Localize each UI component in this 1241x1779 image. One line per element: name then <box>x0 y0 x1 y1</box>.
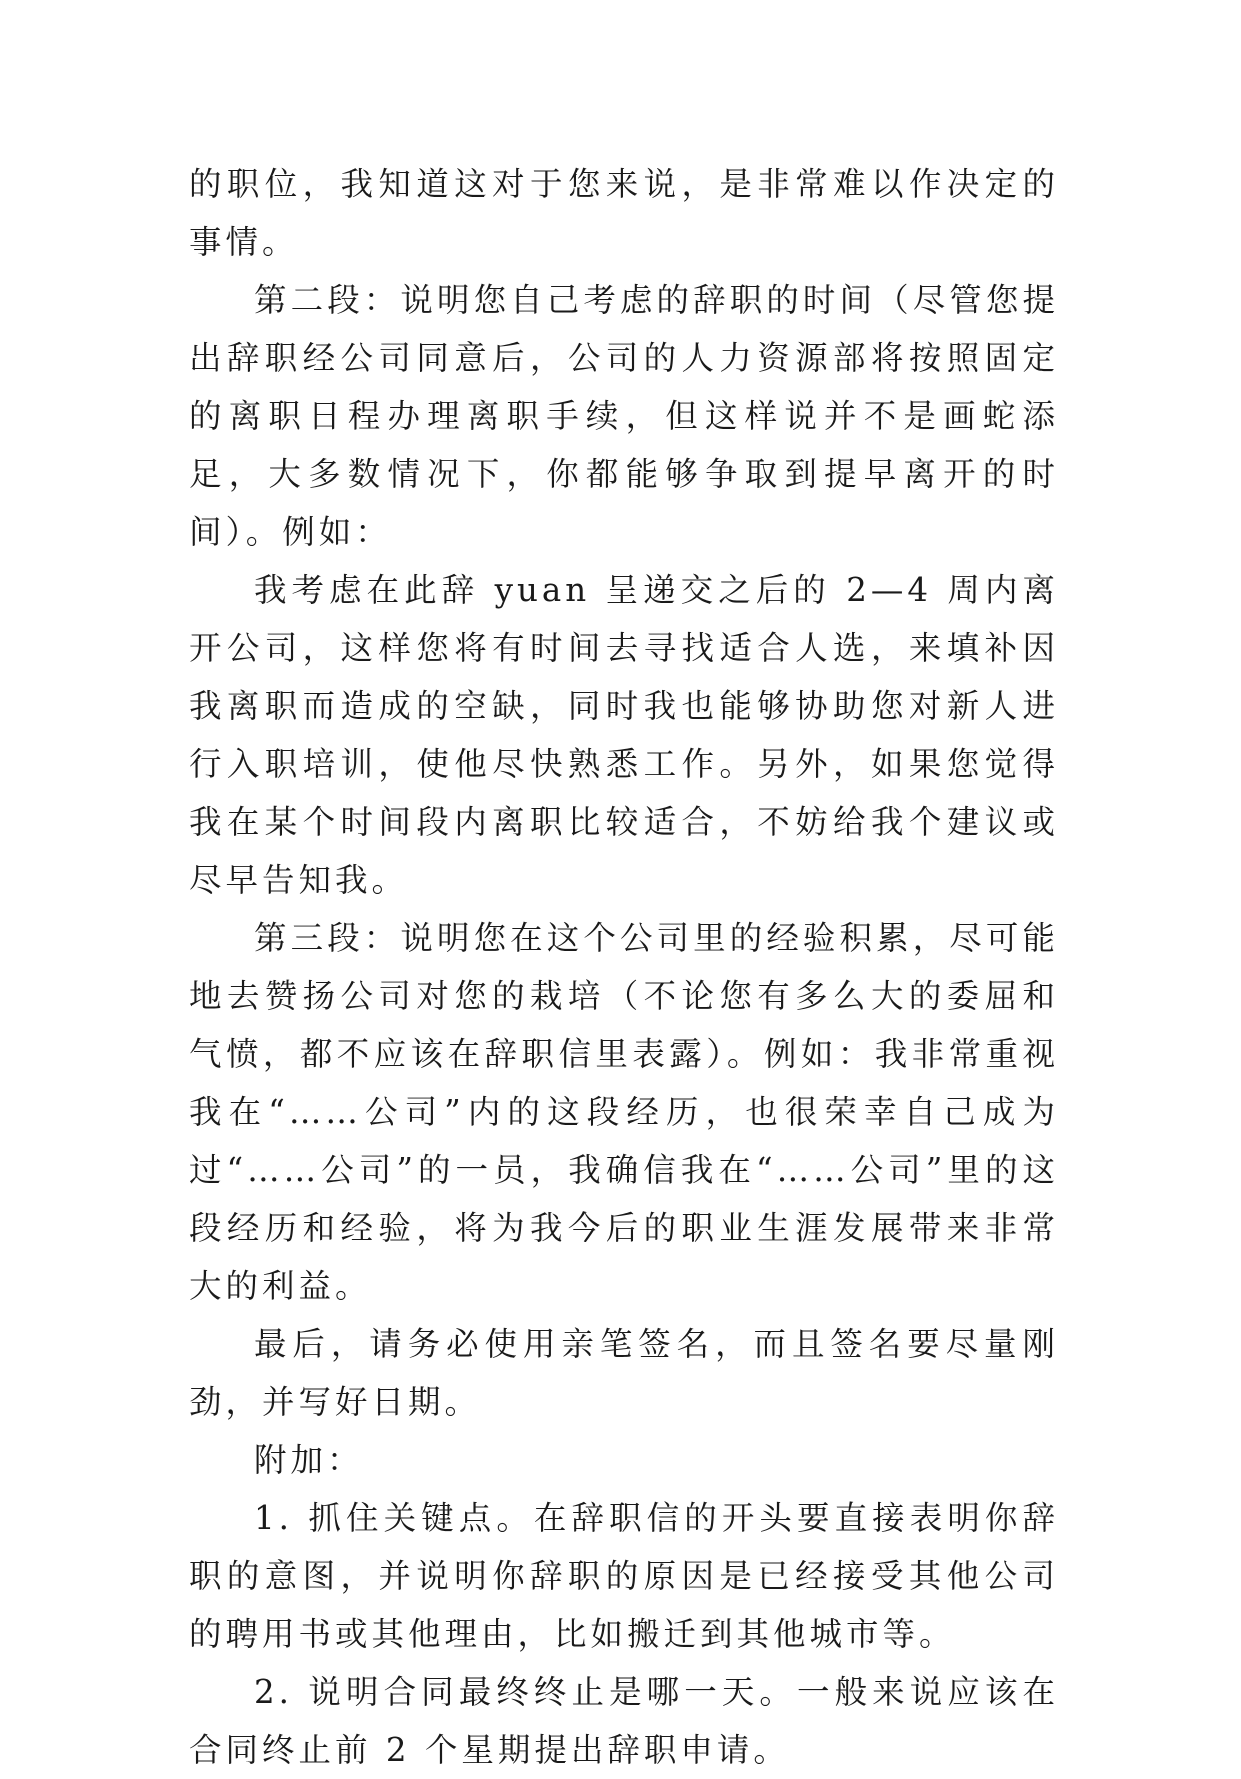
paragraph-appendix-item-1: 1. 抓住关键点。在辞职信的开头要直接表明你辞职的意图，并说明你辞职的原因是已经接受其他公司的聘用书或其他理由，比如搬迁到其他城市等。 <box>189 1499 1059 1653</box>
paragraph-appendix-heading: 附加： <box>254 1441 364 1479</box>
paragraph-appendix-item-2: 2. 说明合同最终终止是哪一天。一般来说应该在合同终止前 2 个星期提出辞职申请。 <box>189 1673 1059 1769</box>
paragraph-continuation: 的职位，我知道这对于您来说，是非常难以作决定的事情。 <box>189 165 1059 261</box>
document-body <box>189 155 1059 1779</box>
paragraph-example-timing: 我考虑在此辞 yuan 呈递交之后的 2—4 周内离开公司，这样您将有时间去寻找适合人选，来填补因我离职而造成的空缺，同时我也能够协助您对新人进行入职培训，使他尽快熟悉工作。另外，如果您觉得我在某个时间段内离职比较适合，不妨给我个建议或尽早告知我。 <box>189 571 1059 899</box>
paragraph-signature-note: 最后，请务必使用亲笔签名，而且签名要尽量刚劲，并写好日期。 <box>189 1325 1059 1421</box>
paragraph-section-three: 第三段：说明您在这个公司里的经验积累，尽可能地去赞扬公司对您的栽培（不论您有多么大的委屈和气愤，都不应该在辞职信里表露）。例如：我非常重视我在“……公司”内的这段经历，也很荣幸自己成为过“……公司”的一员，我确信我在“……公司”里的这段经历和经验，将为我今后的职业生涯发展带来非常大的利益。 <box>189 919 1059 1305</box>
paragraph-section-two: 第二段：说明您自己考虑的辞职的时间（尽管您提出辞职经公司同意后，公司的人力资源部将按照固定的离职日程办理离职手续，但这样说并不是画蛇添足，大多数情况下，你都能够争取到提早离开的时间）。例如： <box>189 281 1059 551</box>
